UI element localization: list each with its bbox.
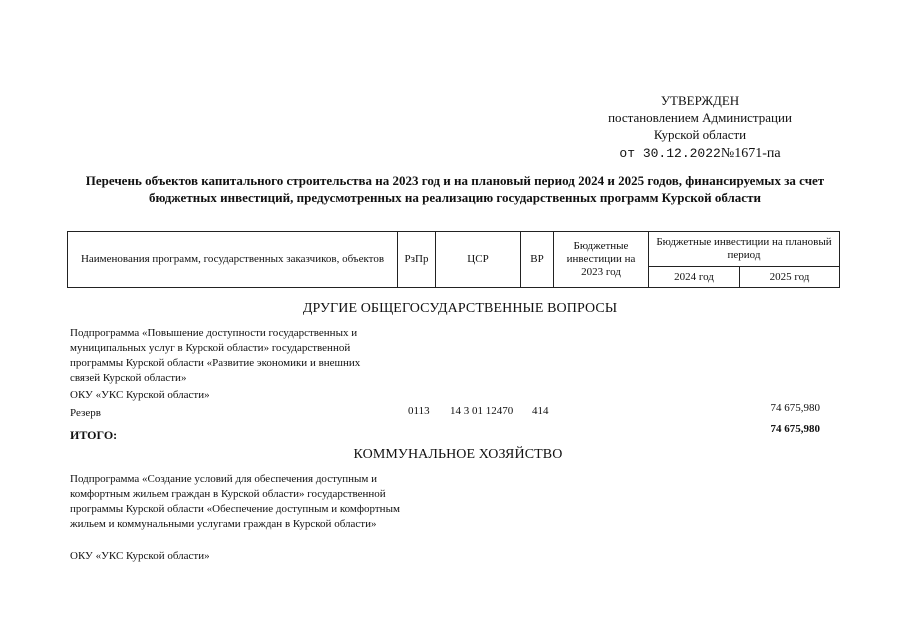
row-vr: 414 bbox=[532, 405, 549, 417]
row-csr: 14 3 01 12470 bbox=[450, 405, 514, 417]
section-heading-general: ДРУГИЕ ОБЩЕГОСУДАРСТВЕННЫЕ ВОПРОСЫ bbox=[302, 301, 618, 316]
col-2024: 2024 год bbox=[649, 267, 740, 288]
approval-number: №1671-па bbox=[720, 146, 781, 161]
col-inv-2023: Бюджетные инвестиции на 2023 год bbox=[554, 232, 649, 288]
subprogram-text: Подпрограмма «Создание условий для обеспечения доступным и комфортным жильем граждан в Курской области» государственной программы Курской области «Обеспечение доступным и комфортным жильем и коммунальными услугами граждан в Курской области» bbox=[70, 473, 400, 530]
col-rzpr: РзПр bbox=[398, 232, 436, 288]
total-label: ИТОГО: bbox=[70, 428, 118, 442]
subprogram-text: Подпрограмма «Повышение доступности государственных и муниципальных услуг в Курской области» государственной программы Курской области «Развитие экономики и внешних связей Курской области» bbox=[70, 327, 361, 384]
document-title: Перечень объектов капитального строительства на 2023 год и на плановый период 2024 и 2025 годов, финансируемых за счет бюджетных инвестиций, предусмотренных на реализацию государственных программ Курской области bbox=[85, 173, 825, 205]
approval-date-line bbox=[560, 145, 840, 162]
row-rzpr: 0113 bbox=[408, 405, 430, 417]
customer-label: ОКУ «УКС Курской области» bbox=[70, 550, 210, 562]
col-2025: 2025 год bbox=[740, 267, 840, 288]
approval-line-2: постановлением Администрации bbox=[608, 110, 792, 125]
approval-block bbox=[560, 92, 840, 162]
approval-line-3: Курской области bbox=[653, 127, 747, 142]
col-name: Наименования программ, государственных заказчиков, объектов bbox=[68, 232, 398, 288]
col-planned: Бюджетные инвестиции на плановый период bbox=[649, 232, 840, 267]
col-vr: ВР bbox=[521, 232, 554, 288]
customer-label: ОКУ «УКС Курской области» bbox=[70, 389, 210, 401]
header-table bbox=[67, 231, 840, 288]
total-amount: 74 675,980 bbox=[770, 423, 820, 435]
date-prefix: от bbox=[619, 146, 636, 161]
row-name: Резерв bbox=[70, 407, 101, 419]
approval-date: 30.12.2022 bbox=[642, 146, 721, 161]
row-amount: 74 675,980 bbox=[770, 402, 820, 414]
section-heading-communal: КОММУНАЛЬНОЕ ХОЗЯЙСТВО bbox=[353, 447, 563, 462]
col-csr: ЦСР bbox=[436, 232, 521, 288]
approval-title: УТВЕРЖДЕН bbox=[660, 93, 740, 108]
